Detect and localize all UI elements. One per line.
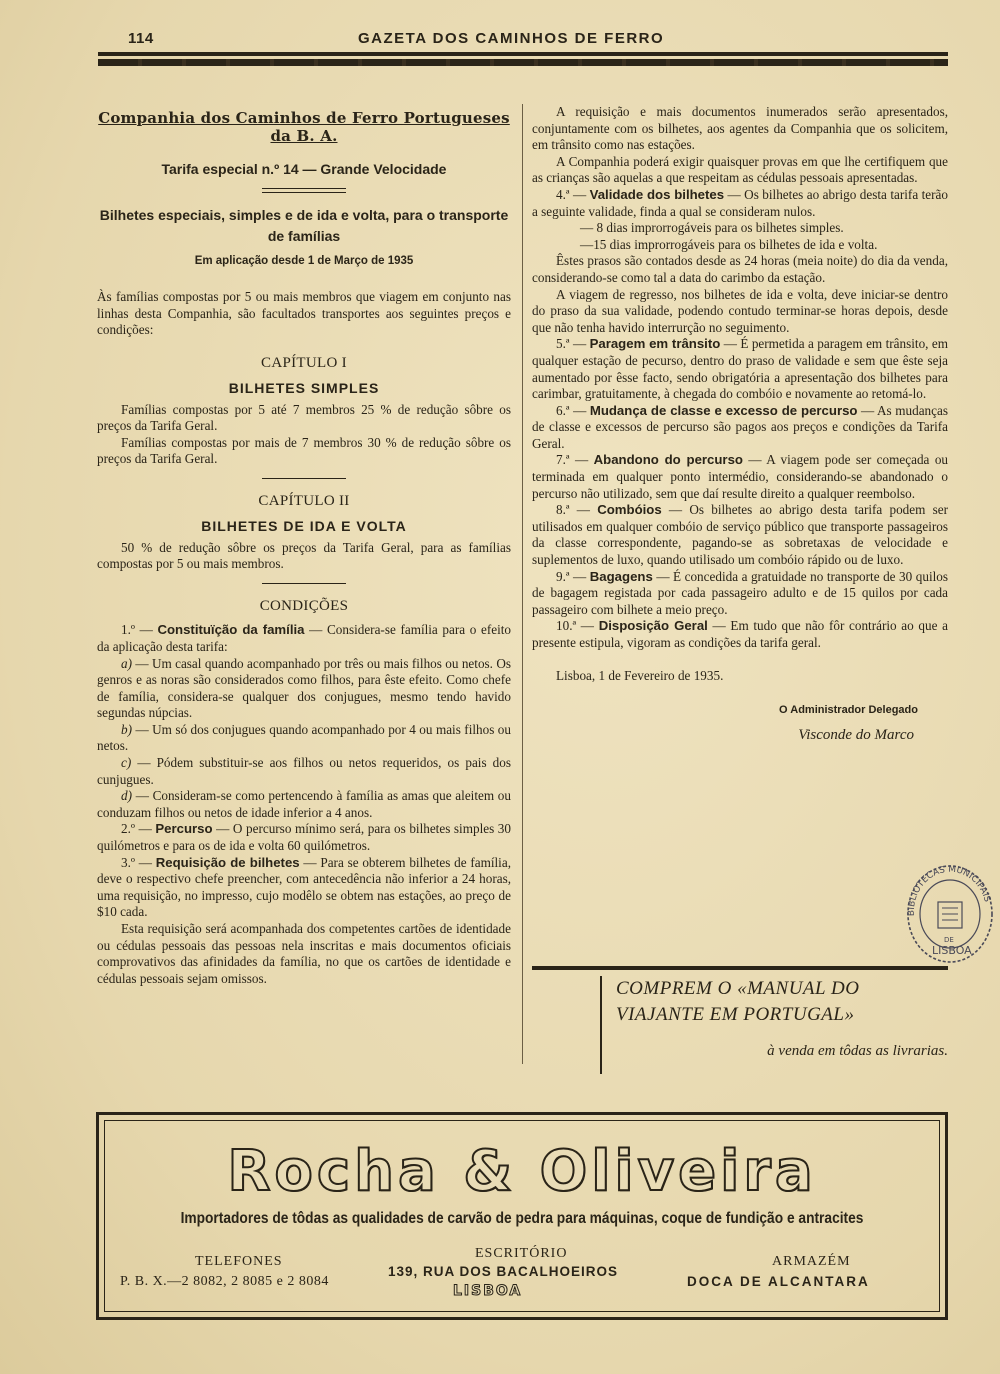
header-rule (98, 52, 948, 56)
condition-9: 9.ª — Bagagens — É concedida a gratuidade no transporte de 30 quilos de bagagem registada por cada passageiro adulto e de 15 quilos por cada passageiro com bilhete a meio preço. (532, 568, 949, 617)
condition-4: 4.ª — Validade dos bilhetes — Os bilhetes ao abrigo desta tarifa terão a seguinte validade, finda a qual se consideram nulos. (532, 186, 948, 219)
chapter-2-title: CAPÍTULO II (258, 492, 350, 509)
column-divider (522, 104, 523, 1064)
header-rule-thick (98, 59, 948, 66)
warehouse-location: DOCA DE ALCANTARA (687, 1274, 870, 1289)
double-rule (262, 188, 346, 193)
chapter-1-paragraph: Famílias compostas por mais de 7 membros 30 % de redução sôbre os preços da Tarifa Geral. (97, 434, 511, 467)
warehouse-heading: ARMAZÉM (772, 1254, 851, 1269)
ad-inner-border (104, 1120, 940, 1312)
intro-paragraph: Às famílias compostas por 5 ou mais membros que viagem em conjunto nas linhas desta Companhia, são facultados transportes aos seguintes preços e condições: (97, 289, 511, 338)
condition-3-paragraph: Esta requisição será acompanhada dos competentes cartões de identidade ou cédulas pessoais das pessoas nela inscritas e mais documentos oficiais comprovativos das afinidades da família, no que os cartões de identidade e cédulas pessoais sejam omissos. (97, 921, 511, 986)
condition-4-paragraph: Êstes prasos são contados desde as 24 horas (meia noite) do dia da venda, considerando-se como tal a data do carimbo da estação. (532, 253, 948, 285)
article-left-column (97, 104, 511, 987)
bilhetes-heading: Bilhetes especiais, simples e de ida e volta, para o transporte de famílias (99, 206, 509, 244)
condition-6: 6.ª — Mudança de classe e excesso de percurso — As mudanças de classe e excessos de percurso são pagos aos preços e condições da Tarifa Geral. (532, 402, 948, 451)
company-heading: Companhia dos Caminhos de Ferro Portugueses da B. A. (98, 109, 510, 145)
office-address: 139, RUA DOS BACALHOEIROS (388, 1264, 619, 1279)
condition-5: 5.ª — Paragem em trânsito — É permetida a paragem em trânsito, em qualquer estação de pecurso, dentro do praso de validade e sem que êste seja aumentado por êsse facto, sendo obrigatória a apresentação dos bilhetes para carimbar, gratuitamente, à chegada do combóio e novamente ao retomá-lo. (532, 336, 948, 402)
signer-name: Visconde do Marco (798, 726, 914, 743)
chapter-2-paragraph: 50 % de redução sôbre os preços da Tarifa Geral, para as famílias compostas por 5 ou mais membros. (97, 539, 511, 572)
telephones-values: P. B. X.—2 8082, 2 8085 e 2 8084 (120, 1274, 329, 1289)
condition-1: 1.º — Constituïção da família — Considera-se família para o efeito da aplicação desta tarifa: (97, 622, 512, 654)
telephones-heading: TELEFONES (195, 1254, 283, 1269)
office-city: LISBOA (453, 1283, 523, 1299)
date-line: Lisboa, 1 de Fevereiro de 1935. (556, 667, 724, 683)
chapter-1-subtitle: BILHETES SIMPLES (228, 379, 380, 396)
conditions-title: CONDIÇÕES (259, 597, 349, 614)
condition-10: 10.ª — Disposição Geral — Em tudo que não fôr contrário ao que a presente estipula, vigoram as condições da tarifa geral. (532, 618, 949, 650)
condition-3-paragraph: A Companhia poderá exigir quaisquer provas em que lhe certifiquem que as crianças são aquelas a que respeitam as cédulas pessoais apresentadas. (532, 153, 948, 186)
section-rule (262, 583, 346, 584)
stamp-top-text: BIBLIOTECAS MUNICIPAIS (906, 864, 992, 917)
condition-1-a: a) — Um casal quando acompanhado por três ou mais filhos ou netos. Os genros e as noras são considerados como filhos, para êste efeito. Como chefe de família, considera-se qualquer dos conjugues, mesmo tendo havido segundas núpcias. (97, 655, 511, 721)
validity-item: —15 dias improrrogáveis para os bilhetes de ida e volta. (580, 236, 878, 252)
company-tagline: Importadores de tôdas as qualidades de carvão de pedra para máquinas, coque de fundição e antracites (180, 1210, 864, 1227)
tarifa-heading: Tarifa especial n.º 14 — Grande Velocidade (161, 161, 447, 177)
condition-3: 3.º — Requisição de bilhetes — Para se obterem bilhetes de família, deve o respectivo chefe preencher, com antecedência não inferior a 24 horas, uma requisição, no impresso, cujo modêlo se obtem nas estações, ao preço de $10 cada. (97, 854, 511, 920)
stamp-de: DE (944, 936, 954, 944)
condition-1-d: d) — Consideram-se como pertencendo à família as amas que aleitem ou conduzam filhos ou netos de idade inferior a 4 anos. (97, 788, 511, 820)
condition-1-c: c) — Pódem substituir-se aos filhos ou netos requeridos, os pais dos cunjugues. (97, 755, 511, 787)
office-heading: ESCRITÓRIO (475, 1246, 568, 1261)
manual-ad-tagline: à venda em tôdas as livrarias. (767, 1043, 948, 1059)
condition-2: 2.º — Percurso — O percurso mínimo será, para os bilhetes simples 30 quilómetros e para os de ida e volta 60 quilómetros. (97, 821, 511, 854)
chapter-1-paragraph: Famílias compostas por 5 até 7 membros 25 % de redução sôbre os preços da Tarifa Geral. (97, 401, 511, 434)
signer-role: O Administrador Delegado (779, 704, 918, 717)
article-right-column (532, 104, 948, 743)
rocha-oliveira-ad (96, 1112, 948, 1320)
library-stamp-icon (902, 858, 996, 966)
manual-ad-headline: COMPREM O «MANUAL DO VIAJANTE EM PORTUGAL» (616, 978, 860, 1025)
ad-top-rule (532, 966, 948, 970)
condition-4-paragraph: A viagem de regresso, nos bilhetes de ida e volta, deve iniciar-se dentro do praso da sua validade, podendo contudo terminar-se horas depois, desde que não tenha havido interrurção no seguimento. (532, 286, 948, 335)
company-name: Rocha & Oliveira (227, 1139, 817, 1204)
condition-7: 7.ª — Abandono do percurso — A viagem pode ser começada ou terminada em qualquer ponto intermédio, considerando-se abandonado o percurso não utilizado, sem que daí resulte direito a qualquer reembolso. (532, 452, 949, 501)
chapter-2-subtitle: BILHETES DE IDA E VOLTA (201, 517, 407, 534)
chapter-1-title: CAPÍTULO I (261, 354, 347, 371)
condition-8: 8.ª — Combóios — Os bilhetes ao abrigo desta tarifa podem ser utilisados em qualquer combóio de serviço público que transporte passageiros da classe correspondente, pagando-se as sobretaxas de velocidade e suplementos de luxo, quando utilisado um combóio rápido ou de luxo. (532, 502, 949, 568)
condition-1-b: b) — Um só dos conjugues quando acompanhado por 4 ou mais filhos ou netos. (97, 721, 511, 754)
stamp-city: LISBOA (932, 944, 972, 957)
condition-3-paragraph: A requisição e mais documentos inumerados serão apresentados, conjuntamente com os bilhetes, aos agentes da Companhia que os solicitem, em trânsito como nas estações. (532, 104, 948, 153)
validity-item: — 8 dias improrrogáveis para os bilhetes simples. (580, 220, 844, 236)
page-number: 114 (128, 30, 154, 47)
publication-title: GAZETA DOS CAMINHOS DE FERRO (358, 30, 665, 47)
effective-date: Em aplicação desde 1 de Março de 1935 (194, 254, 414, 267)
section-rule (262, 478, 346, 479)
